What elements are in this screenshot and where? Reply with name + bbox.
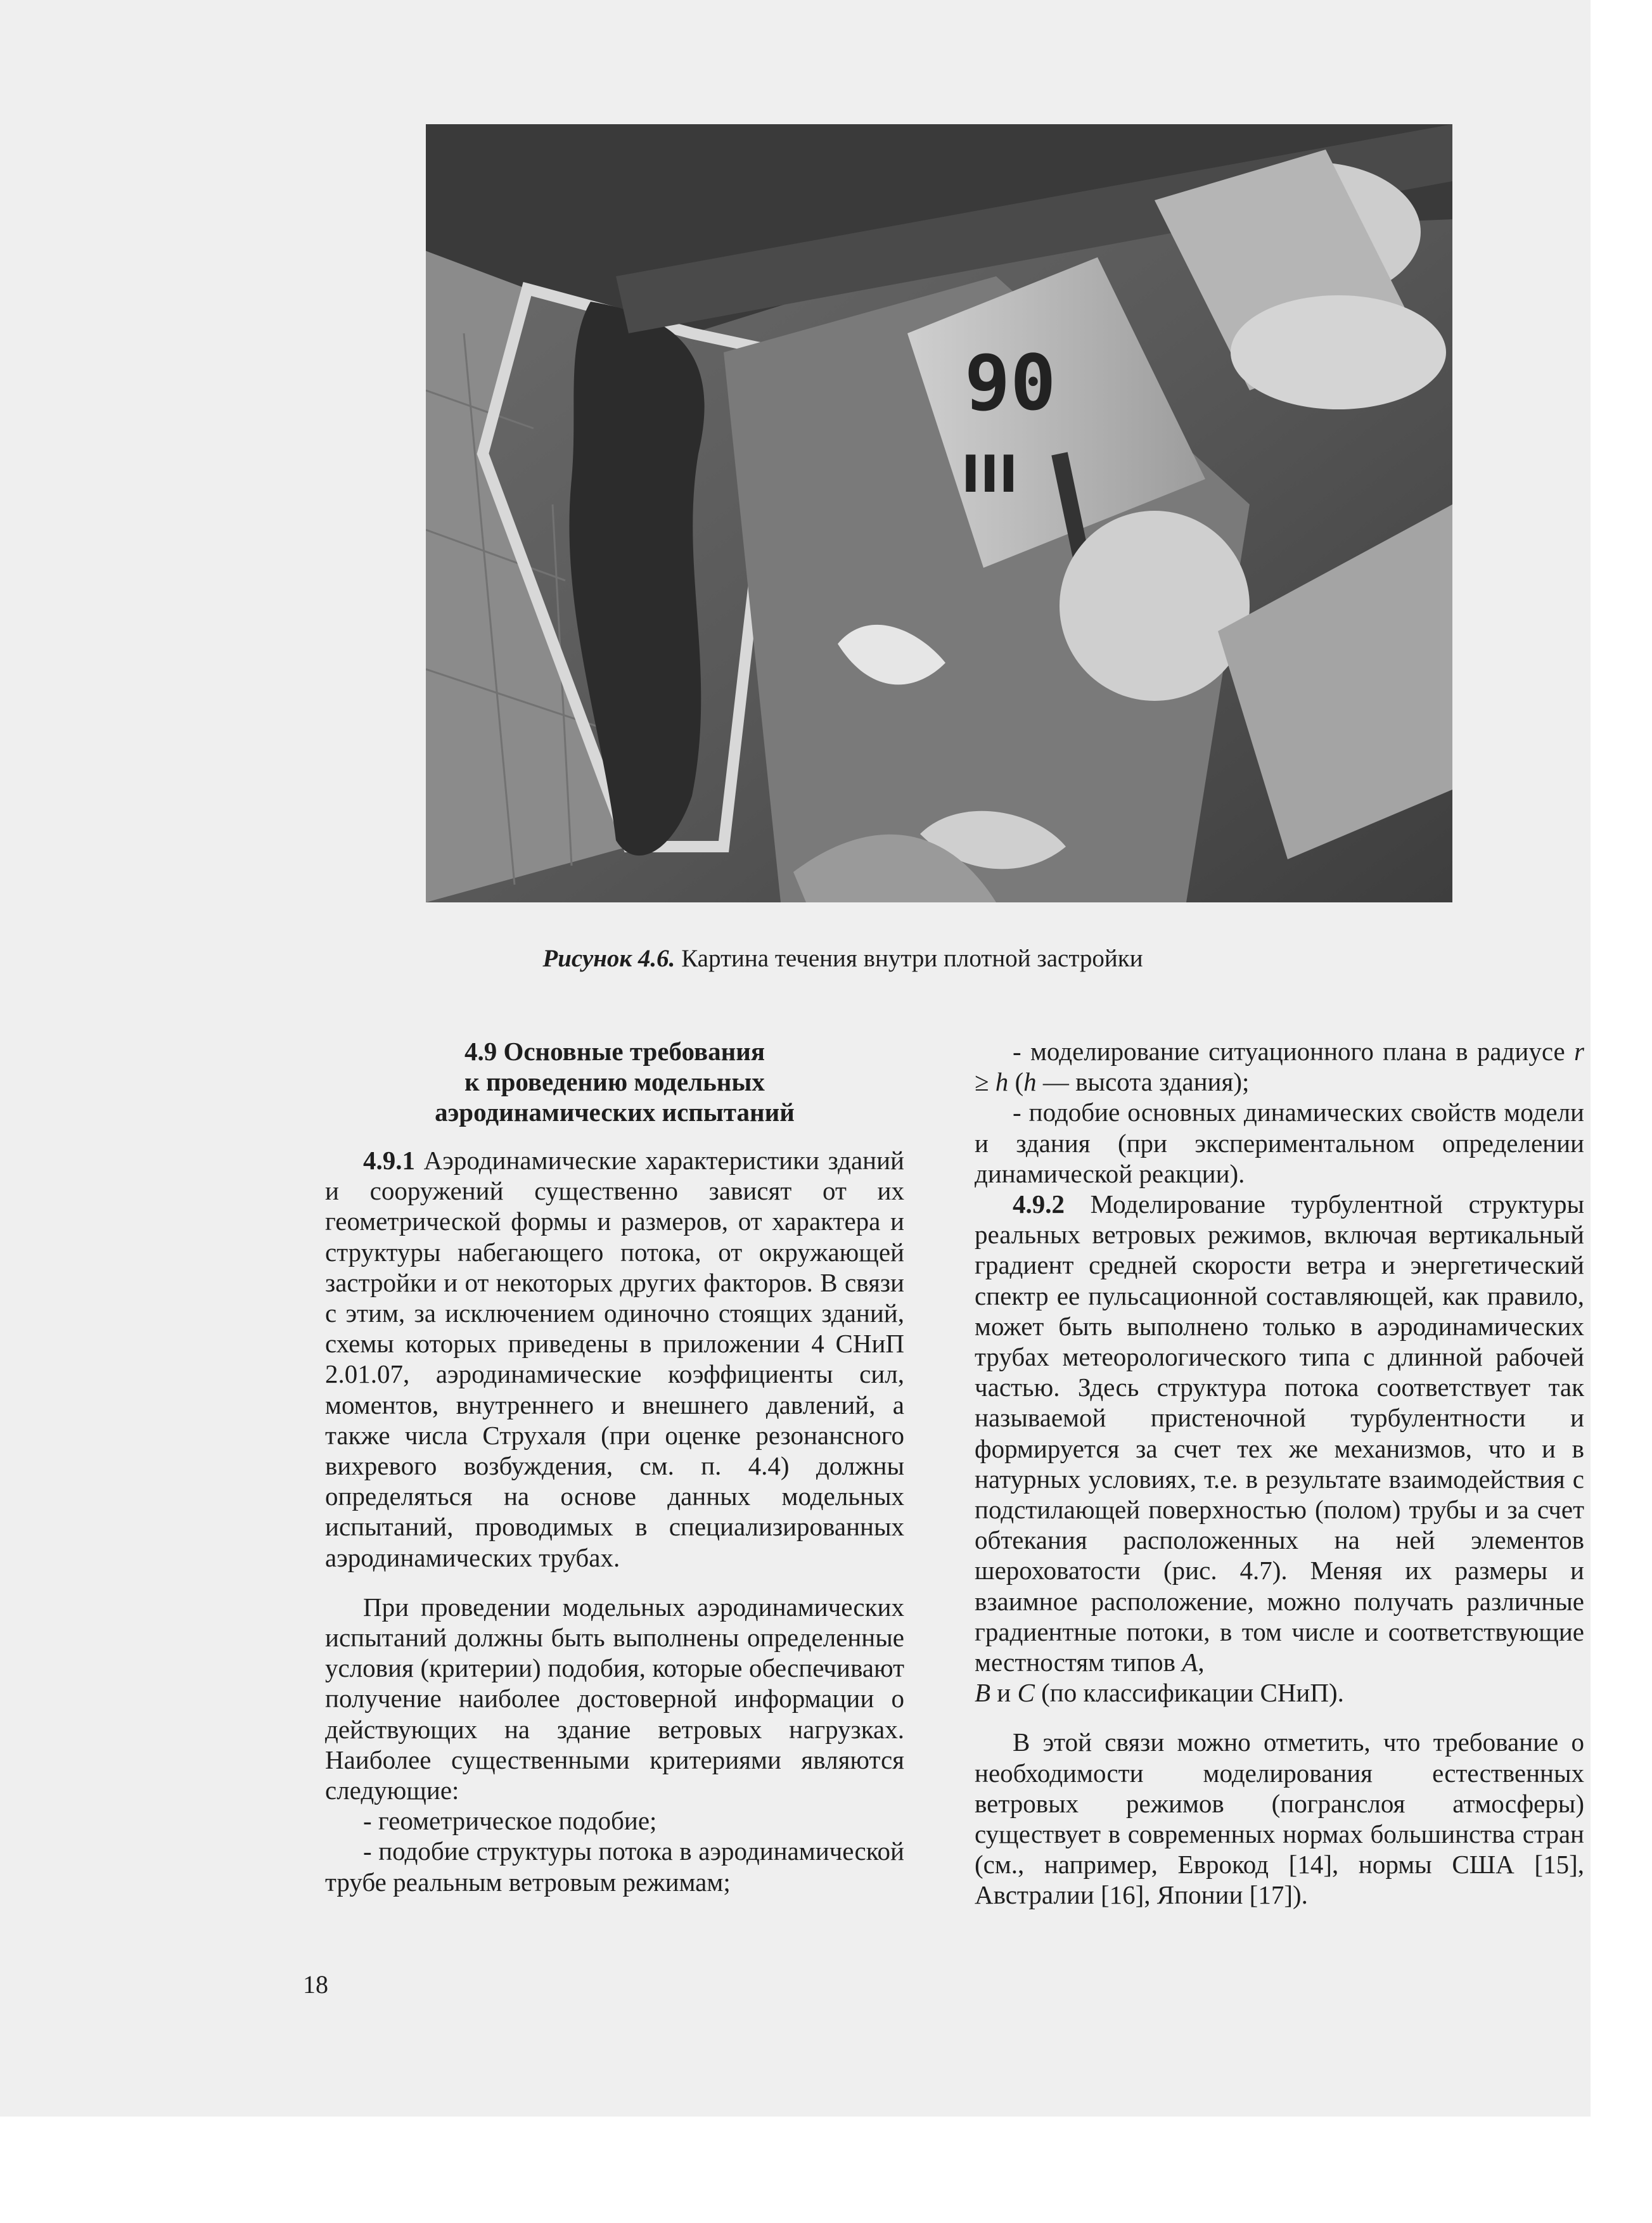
photo-sign-number: 90 [964, 340, 1056, 428]
photo-object-right [1231, 295, 1446, 409]
paragraph-criteria-intro: При проведении модельных аэродинамических испытаний должны быть выполнены определенные условия (критерии) подобия, которые обеспечивают получение наиболее достоверной информации о действующих на здание ветровых нагрузках. Наиболее существенными критериями являются следующие: [325, 1592, 904, 1805]
paragraph-norms: В этой связи можно отметить, что требование о необходимости моделирования естественных ветровых режимов (погранслоя атмосферы) существует в современных нормах большинства стран (см., например, Еврокод [14], нормы США [15], Австралии [16], Японии [17]). [975, 1727, 1584, 1910]
section-title-line-1: 4.9 Основные требования [464, 1037, 765, 1066]
criteria-item-geometric: - геометрическое подобие; [363, 1806, 657, 1836]
right-column [975, 1036, 1584, 1911]
conjunction: и [990, 1678, 1018, 1708]
section-title-line-3: аэродинамических испытаний [435, 1098, 795, 1127]
page-number: 18 [303, 1970, 328, 1999]
paragraph-4-9-1-text: Аэродинамические характеристики зданий и сооружений существенно зависят от их геометрической формы и размеров, от характера и структуры набегающего потока, от окружающей застройки и от некоторых других факторов. В связи с этим, за исключением одиночно стоящих зданий, схемы которых приведены в приложении 4 СНиП 2.01.07, аэродинамические коэффициенты сил, моментов, внутреннего и внешнего давлений, а также числа Струхаля (при оценке резонансного вихревого возбуждения, см. п. 4.4) должны определяться на основе данных модельных испытаний, проводимых в специализированных аэродинамических трубах. [325, 1146, 904, 1572]
paragraph-4-9-2-text: Моделирование турбулентной структуры реальных ветровых режимов, включая вертикальный градиент средней скорости ветра и энергетический спектр ее пульсационной составляющей, как правило, может быть выполнено только в аэродинамических трубах метеорологического типа с длинной рабочей частью. Здесь структура потока соответствует так называемой пристеночной турбулентности и формируется за счет тех же механизмов, что и в натурных условиях, т.е. в результате взаимодействия с подстилающей поверхностью (полом) трубы и за счет обтекания расположенных на ней элементов шероховатости (рис. 4.7). Меняя их размеры и взаимное расположение, можно получать различные градиентные потоки, в том числе и соответствующие местностям типов [975, 1189, 1584, 1677]
left-column [325, 1036, 904, 1897]
figure-caption-text: Картина течения внутри плотной застройки [681, 945, 1143, 972]
section-title [325, 1036, 904, 1127]
criteria-item-site-plan-text: - моделирование ситуационного плана в радиусе [1013, 1037, 1575, 1066]
criteria-item-site-plan-end: — высота здания); [1036, 1067, 1250, 1097]
symbol-h-2: h [1023, 1067, 1037, 1097]
criteria-item-dynamic: - подобие основных динамических свойств модели и здания (при экспериментальном определении динамической реакции). [975, 1098, 1584, 1188]
criteria-item-site-plan [975, 1036, 1584, 1097]
terrain-type-c: C [1017, 1678, 1035, 1708]
paragraph-number-4-9-1: 4.9.1 [363, 1146, 415, 1175]
paragraph-number-4-9-2: 4.9.2 [1013, 1189, 1065, 1219]
criteria-item-flow-structure: - подобие структуры потока в аэродинамической трубе реальным ветровым режимам; [325, 1836, 904, 1897]
section-title-line-2: к проведению модельных [464, 1067, 765, 1096]
photo-sphere [1060, 511, 1250, 701]
symbol-h: h [995, 1067, 1009, 1097]
photo-sign-mark: III [961, 445, 1018, 504]
paragraph-4-9-1 [325, 1145, 904, 1573]
figure-caption [380, 942, 1305, 975]
symbol-ge: ≥ [975, 1067, 996, 1097]
figure-photo [426, 124, 1452, 902]
terrain-type-b: B [975, 1678, 991, 1708]
paragraph-4-9-2 [975, 1189, 1584, 1708]
criteria-item-site-plan-paren: ( [1008, 1067, 1024, 1097]
comma: , [1198, 1648, 1205, 1677]
symbol-r: r [1574, 1037, 1584, 1066]
figure-caption-label: Рисунок 4.6. [542, 945, 676, 972]
terrain-type-a: A [1182, 1648, 1198, 1677]
paragraph-4-9-2-end: (по классификации СНиП). [1034, 1678, 1344, 1708]
